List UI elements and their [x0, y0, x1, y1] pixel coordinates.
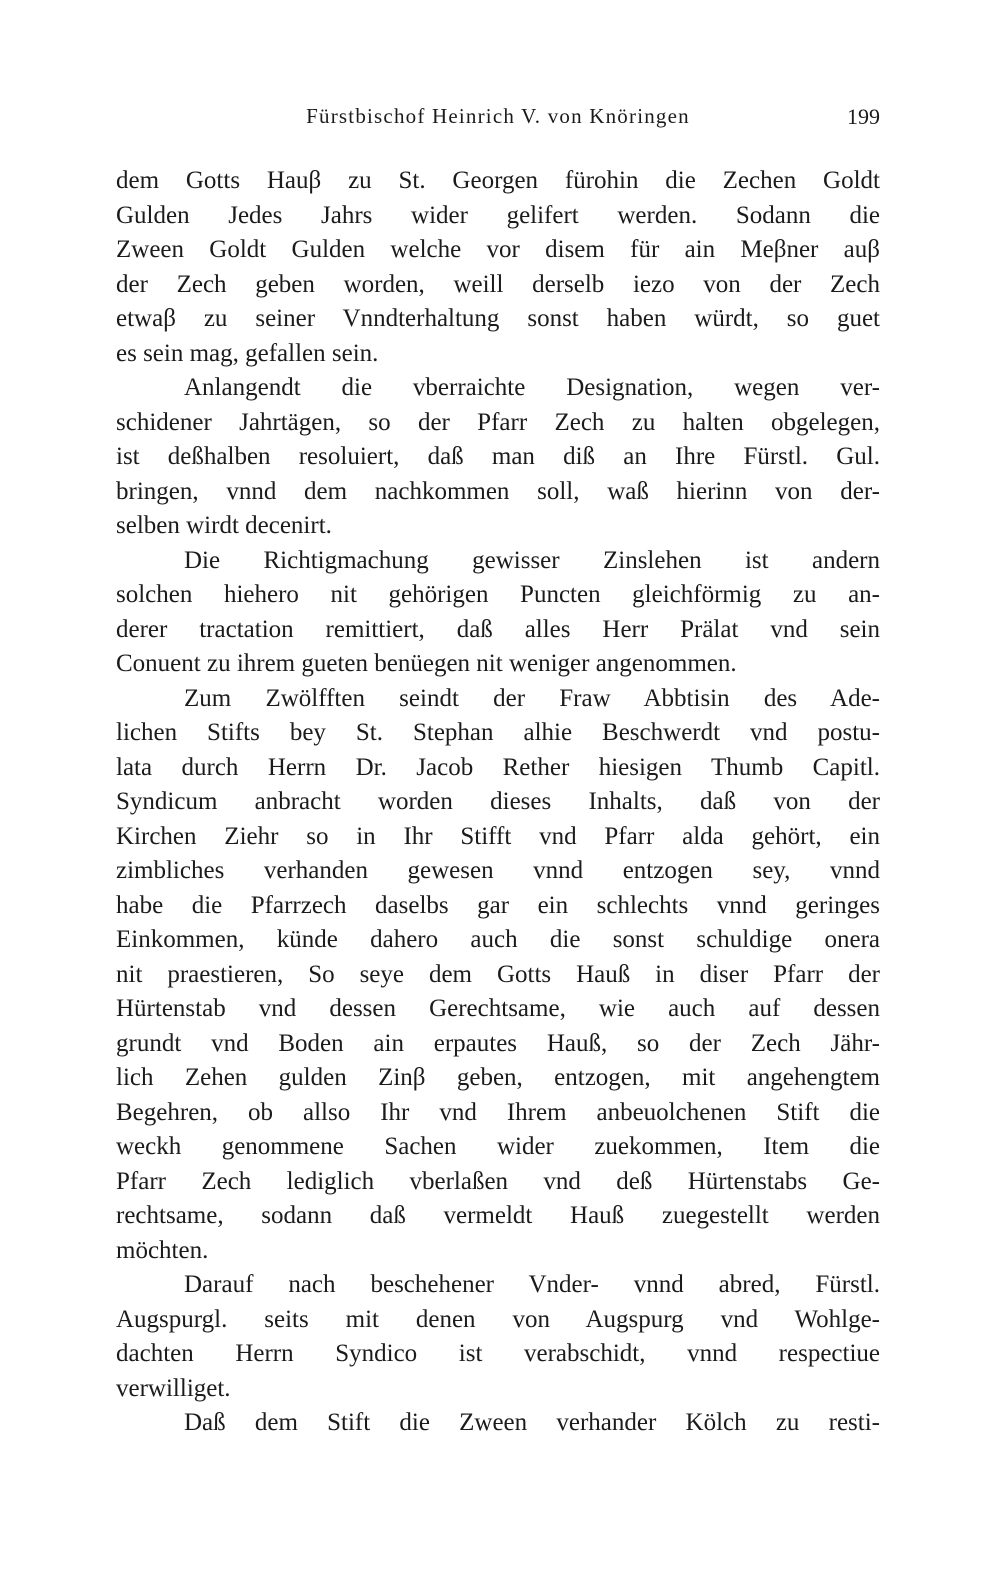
- text-line: solchen hiehero nit gehörigen Puncten gleichförmig zu an-: [116, 581, 880, 608]
- text-line: habe die Pfarrzech daselbs gar ein schlechts vnnd geringes: [116, 891, 880, 919]
- text-line: grundt vnd Boden ain erpautes Hauß, so der Zech Jähr-: [116, 1029, 880, 1057]
- text-line: dachten Herrn Syndico ist verabschidt, vnnd respectiue: [116, 1340, 880, 1367]
- paragraph-3: [116, 544, 880, 682]
- running-title: Fürstbischof Heinrich V. von Knöringen: [306, 104, 690, 128]
- text-line: verwilliget.: [116, 1374, 231, 1402]
- text-line: Hürtenstab vnd dessen Gerechtsame, wie auch auf dessen: [116, 995, 880, 1022]
- text-line: Darauf nach beschehener Vnder- vnnd abred, Fürstl.: [184, 1271, 880, 1298]
- text-line: lata durch Herrn Dr. Jacob Rether hiesigen Thumb Capitl.: [116, 753, 880, 781]
- text-line: selben wirdt decenirt.: [116, 512, 332, 539]
- text-line: Syndicum anbracht worden dieses Inhalts, daß von der: [116, 788, 880, 815]
- text-line: Begehren, ob allso Ihr vnd Ihrem anbeuolchenen Stift die: [116, 1098, 880, 1126]
- paragraph-1: [116, 164, 880, 371]
- text-line: dem Gotts Hauβ zu St. Georgen fürohin die Zechen Goldt: [116, 167, 880, 194]
- text-line: Kirchen Ziehr so in Ihr Stifft vnd Pfarr alda gehört, ein: [116, 822, 880, 850]
- text-line: Pfarr Zech lediglich vberlaßen vnd deß Hürtenstabs Ge-: [116, 1167, 880, 1195]
- running-head: [116, 104, 880, 134]
- text-line: Einkommen, künde dahero auch die sonst schuldige onera: [116, 926, 880, 953]
- text-line: Anlangendt die vberraichte Designation, wegen ver-: [184, 374, 880, 401]
- paragraph-2: [116, 371, 880, 544]
- text-line: nit praestieren, So seye dem Gotts Hauß in diser Pfarr der: [116, 960, 880, 988]
- paragraph-5: [116, 1268, 880, 1406]
- text-line: zimbliches verhanden gewesen vnnd entzogen sey, vnnd: [116, 857, 880, 884]
- page-number: 199: [847, 104, 880, 129]
- text-line: Conuent zu ihrem gueten benüegen nit weniger angenommen.: [116, 650, 737, 677]
- text-line: Zum Zwölfften seindt der Fraw Abbtisin des Ade-: [184, 684, 880, 712]
- text-line: schidener Jahrtägen, so der Pfarr Zech zu halten obgelegen,: [116, 408, 880, 436]
- text-line: Daß dem Stift die Zween verhander Kölch zu resti-: [184, 1409, 880, 1436]
- text-line: es sein mag, gefallen sein.: [116, 339, 379, 367]
- text-line: rechtsame, sodann daß vermeldt Hauß zuegestellt werden: [116, 1202, 880, 1229]
- text-line: der Zech geben worden, weill derselb iezo von der Zech: [116, 270, 880, 298]
- text-line: lich Zehen gulden Zinβ geben, entzogen, mit angehengtem: [116, 1064, 880, 1091]
- paragraph-6: [116, 1406, 880, 1441]
- text-line: möchten.: [116, 1236, 209, 1264]
- text-line: derer tractation remittiert, daß alles Herr Prälat vnd sein: [116, 615, 880, 643]
- text-line: Augspurgl. seits mit denen von Augspurg vnd Wohlge-: [116, 1305, 880, 1333]
- text-line: Zween Goldt Gulden welche vor disem für ain Meβner auβ: [116, 236, 880, 263]
- text-line: ist deßhalben resoluiert, daß man diß an Ihre Fürstl. Gul.: [116, 443, 880, 470]
- text-line: etwaβ zu seiner Vnndterhaltung sonst haben würdt, so guet: [116, 305, 880, 332]
- text-line: Gulden Jedes Jahrs wider gelifert werden. Sodann die: [116, 201, 880, 229]
- text-line: weckh genommene Sachen wider zuekommen, Item die: [116, 1133, 880, 1160]
- text-line: Die Richtigmachung gewisser Zinslehen ist andern: [184, 546, 880, 574]
- paragraph-4: [116, 682, 880, 1269]
- text-line: bringen, vnnd dem nachkommen soll, waß hierinn von der-: [116, 477, 880, 505]
- text-line: lichen Stifts bey St. Stephan alhie Beschwerdt vnd postu-: [116, 719, 880, 746]
- body-text: [116, 164, 880, 1441]
